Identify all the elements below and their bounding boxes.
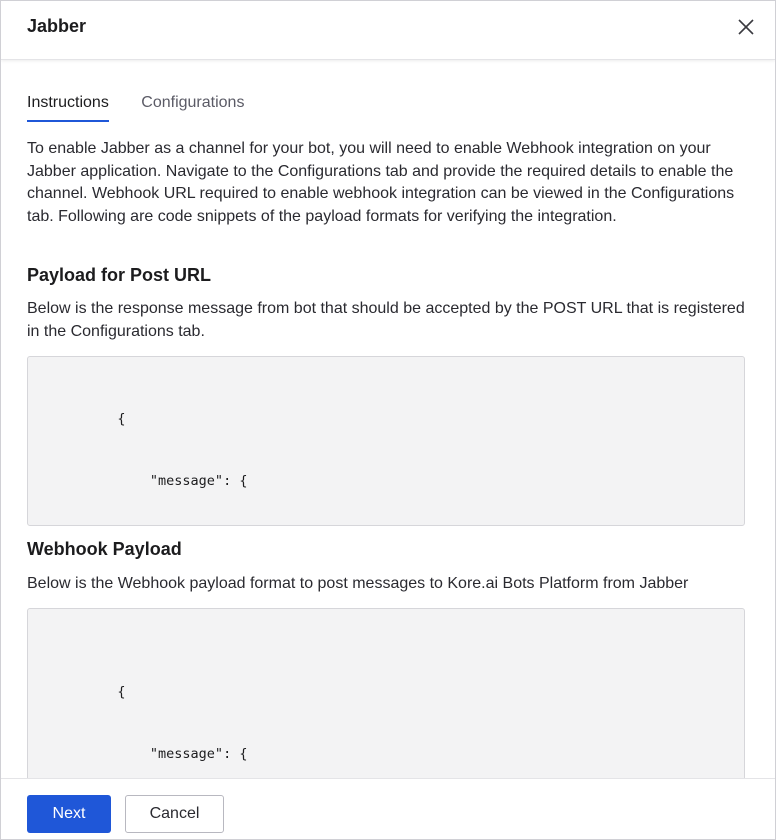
close-button[interactable] (735, 16, 757, 38)
dialog-content[interactable] (1, 60, 775, 778)
code-line: { (28, 683, 126, 700)
intro-text: To enable Jabber as a channel for your bot, you will need to enable Webhook integration on your Jabber application. Navigate to the Configurations tab and provide the required details to enable the channel. Webhook URL required to enable webhook integration can be viewed in the Configurations tab. Following are code snippets of the payload formats for verifying the integration. (27, 140, 735, 225)
webhook-code-block (27, 608, 745, 778)
tab-bar (27, 94, 272, 126)
code-line: "message": { (28, 745, 248, 762)
post-url-heading: Payload for Post URL (27, 265, 212, 285)
webhook-payload-description: Below is the Webhook payload format to post messages to Kore.ai Bots Platform from Jabber (27, 575, 689, 592)
code-line: "message": { (28, 472, 248, 489)
close-icon (735, 16, 757, 38)
cancel-button[interactable]: Cancel (125, 795, 224, 833)
post-url-code-block (27, 356, 745, 526)
dialog-title: Jabber (27, 16, 87, 36)
dialog-header (1, 1, 775, 60)
dialog-footer (1, 778, 775, 840)
tab-instructions[interactable]: Instructions (27, 94, 109, 122)
tab-configurations[interactable]: Configurations (141, 94, 245, 111)
post-url-description: Below is the response message from bot that should be accepted by the POST URL that is registered in the Configurations tab. (27, 300, 745, 340)
next-button[interactable]: Next (27, 795, 111, 833)
webhook-payload-heading: Webhook Payload (27, 539, 182, 559)
code-line: { (28, 410, 126, 427)
